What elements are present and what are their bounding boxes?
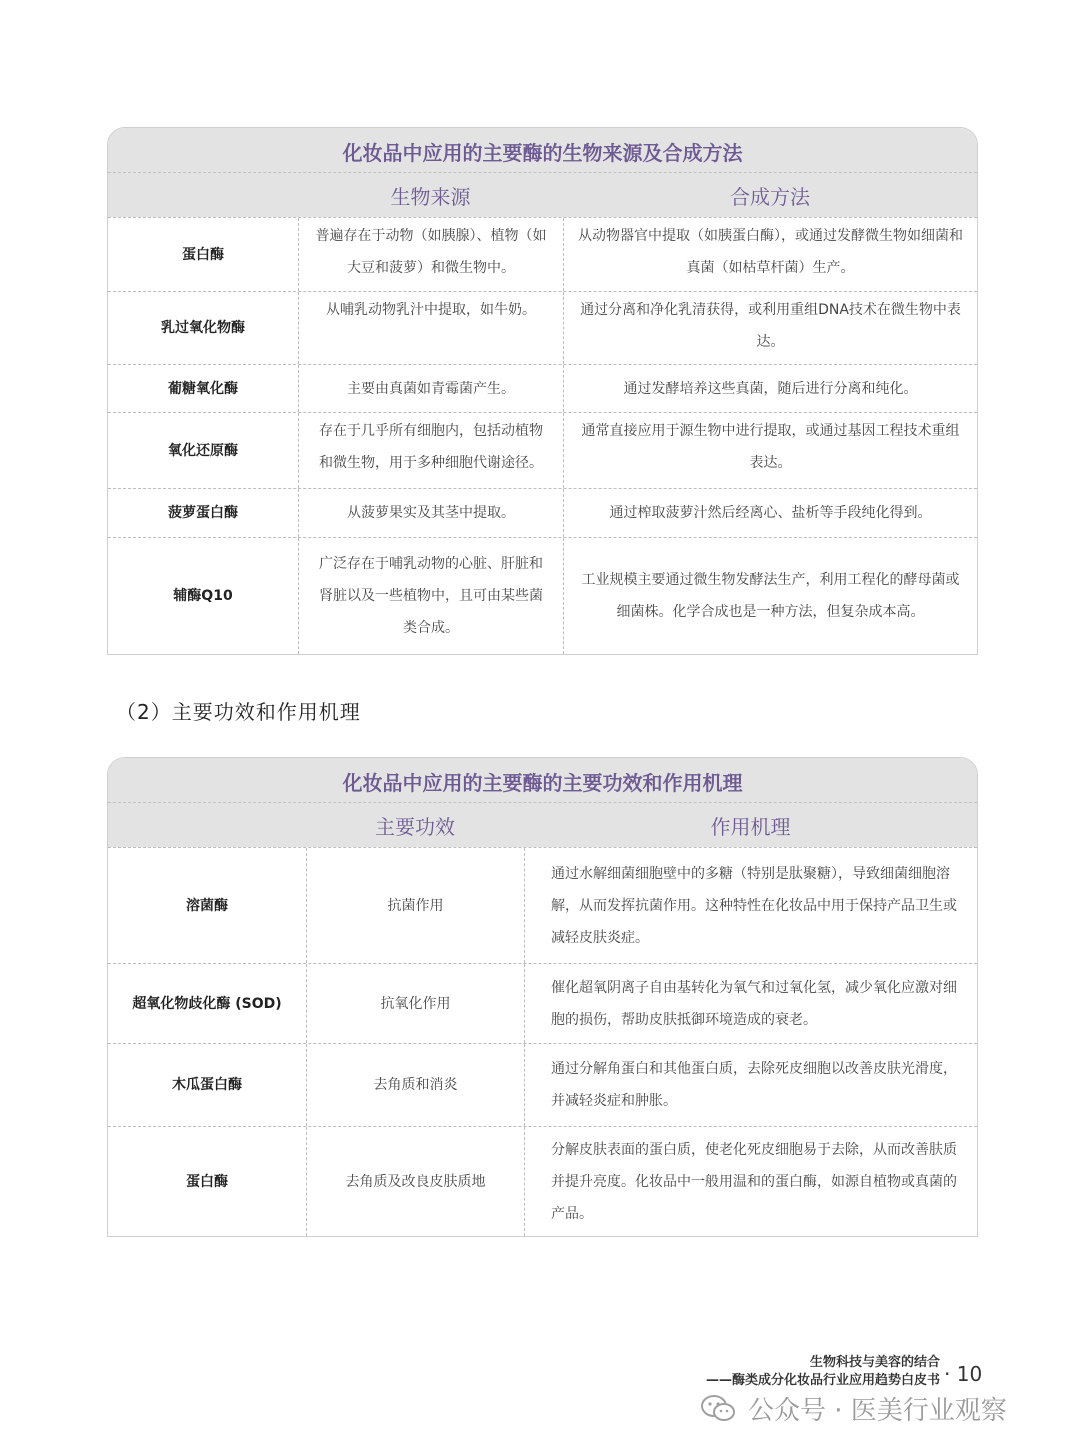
enzyme-name: 木瓜蛋白酶	[172, 1077, 242, 1093]
mechanism-cell: 分解皮肤表面的蛋白质，使老化死皮细胞易于去除，从而改善肤质并提升亮度。化妆品中一般用温和的蛋白酶，如源自植物或真菌的产品。	[524, 1127, 977, 1236]
source-cell: 从哺乳动物乳汁中提取，如牛奶。	[298, 292, 563, 364]
enzyme-name: 氧化还原酶	[168, 442, 238, 459]
effect-cell: 抗氧化作用	[306, 964, 524, 1043]
mechanism-cell: 通过水解细菌细胞壁中的多糖（特别是肽聚糖），导致细菌细胞溶解，从而发挥抗菌作用。这种特性在化妆品中用于保持产品卫生或减轻皮肤炎症。	[524, 848, 977, 963]
table-title: 化妆品中应用的主要酶的主要功效和作用机理	[108, 758, 977, 803]
table-row	[108, 412, 977, 488]
enzyme-name: 超氧化物歧化酶 (SOD)	[132, 995, 282, 1012]
table-title: 化妆品中应用的主要酶的生物来源及合成方法	[108, 128, 977, 173]
method-cell: 从动物器官中提取（如胰蛋白酶），或通过发酵微生物如细菌和真菌（如枯草杆菌）生产。	[563, 218, 977, 291]
effect-cell: 去角质及改良皮肤质地	[306, 1127, 524, 1236]
enzyme-name: 蛋白酶	[186, 1173, 228, 1190]
table-row	[108, 364, 977, 412]
table-row	[108, 537, 977, 654]
table-enzyme-sources	[107, 127, 978, 655]
source-cell: 广泛存在于哺乳动物的心脏、肝脏和肾脏以及一些植物中，且可由某些菌类合成。	[298, 538, 563, 654]
column-header-method: 合成方法	[730, 184, 810, 209]
column-header-mechanism: 作用机理	[710, 814, 791, 839]
enzyme-name: 溶菌酶	[186, 897, 228, 914]
table-header	[108, 758, 977, 847]
method-cell: 通常直接应用于源生物中进行提取，或通过基因工程技术重组表达。	[563, 413, 977, 488]
watermark	[700, 1390, 1007, 1427]
table-row	[108, 1126, 977, 1236]
mechanism-cell: 通过分解角蛋白和其他蛋白质，去除死皮细胞以改善皮肤光滑度，并减轻炎症和肿胀。	[524, 1044, 977, 1126]
table-row	[108, 291, 977, 364]
footer-line-1: 生物科技与美容的结合	[809, 1355, 940, 1370]
source-cell: 存在于几乎所有细胞内，包括动植物和微生物，用于多种细胞代谢途径。	[298, 413, 563, 488]
table-row	[108, 963, 977, 1043]
source-cell: 从菠萝果实及其茎中提取。	[298, 489, 563, 537]
table-row	[108, 217, 977, 291]
enzyme-name: 乳过氧化物酶	[161, 320, 245, 336]
source-cell: 主要由真菌如青霉菌产生。	[298, 365, 563, 412]
source-cell: 普遍存在于动物（如胰腺）、植物（如大豆和菠萝）和微生物中。	[298, 218, 563, 291]
mechanism-cell: 催化超氧阴离子自由基转化为氧气和过氧化氢，减少氧化应激对细胞的损伤，帮助皮肤抵御环境造成的衰老。	[524, 964, 977, 1043]
footer-line-2: ——酶类成分化妆品行业应用趋势白皮书	[705, 1373, 940, 1388]
table-row	[108, 847, 977, 963]
wechat-icon	[700, 1394, 736, 1424]
method-cell: 通过榨取菠萝汁然后经离心、盐析等手段纯化得到。	[563, 489, 977, 537]
method-cell: 工业规模主要通过微生物发酵法生产，利用工程化的酵母菌或细菌株。化学合成也是一种方法，但复杂成本高。	[563, 538, 977, 654]
effect-cell: 去角质和消炎	[306, 1044, 524, 1126]
table-enzyme-effects	[107, 757, 978, 1237]
page-number: · 10	[944, 1362, 983, 1386]
footer-title	[706, 1354, 940, 1390]
enzyme-name: 菠萝蛋白酶	[168, 505, 238, 521]
table-header	[108, 128, 977, 217]
column-header-effect: 主要功效	[375, 814, 455, 839]
table-row	[108, 1043, 977, 1126]
enzyme-name: 辅酶Q10	[173, 588, 233, 604]
column-header-source: 生物来源	[390, 184, 471, 209]
method-cell: 通过分离和净化乳清获得，或利用重组DNA技术在微生物中表达。	[563, 292, 977, 364]
enzyme-name: 葡糖氧化酶	[168, 380, 238, 397]
watermark-text: 公众号 · 医美行业观察	[748, 1396, 1007, 1426]
effect-cell: 抗菌作用	[306, 848, 524, 963]
section-heading: （2）主要功效和作用机理	[116, 700, 361, 724]
enzyme-name: 蛋白酶	[182, 246, 224, 263]
table-row	[108, 488, 977, 537]
method-cell: 通过发酵培养这些真菌，随后进行分离和纯化。	[563, 365, 977, 412]
